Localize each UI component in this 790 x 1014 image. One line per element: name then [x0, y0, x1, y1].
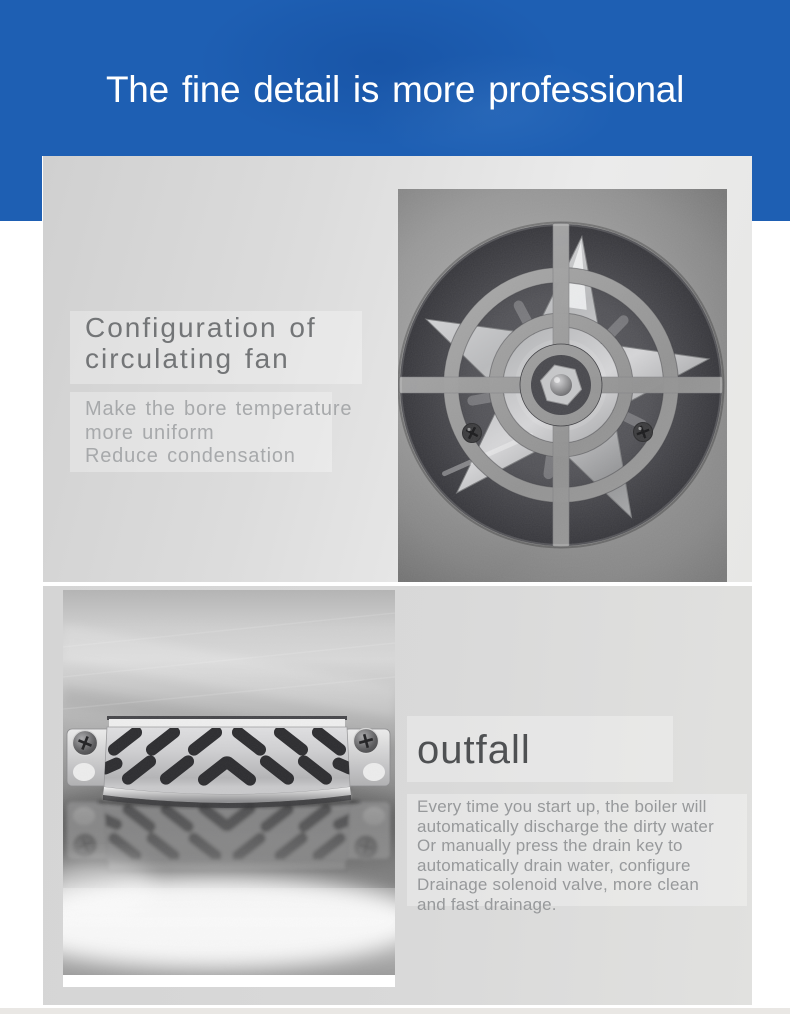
fan-title-line: circulating fan	[85, 343, 290, 374]
drain-outlet-photo	[63, 590, 395, 975]
fan-title-line: Configuration of	[85, 312, 317, 343]
outfall-body-line: Or manually press the drain key to	[417, 836, 683, 855]
outfall-body-line: Drainage solenoid valve, more clean	[417, 875, 699, 894]
outfall-section-body	[417, 797, 714, 914]
outfall-body-line: and fast drainage.	[417, 894, 557, 914]
fan-section-body	[85, 398, 352, 469]
outfall-section-title: outfall	[417, 728, 531, 772]
right-accent-bar	[752, 156, 790, 221]
outfall-body-line: automatically drain water, configure	[417, 855, 691, 875]
fan-body-line: Reduce condensation	[85, 445, 296, 467]
fan-body-line: Make the bore temperature	[85, 398, 353, 420]
outfall-body-line: automatically discharge the dirty water	[417, 816, 714, 836]
outfall-body-line: Every time you start up, the boiler will	[417, 797, 707, 816]
fan-section-title	[85, 312, 317, 374]
drain-photo-bottom-margin	[63, 975, 395, 987]
header-banner	[0, 0, 790, 156]
bottom-edge-strip	[0, 1008, 790, 1014]
left-accent-bar	[0, 156, 42, 221]
page-title: The fine detail is more professional	[106, 69, 684, 110]
fan-body-line: more uniform	[85, 421, 215, 444]
fan-grill-photo	[398, 189, 727, 582]
